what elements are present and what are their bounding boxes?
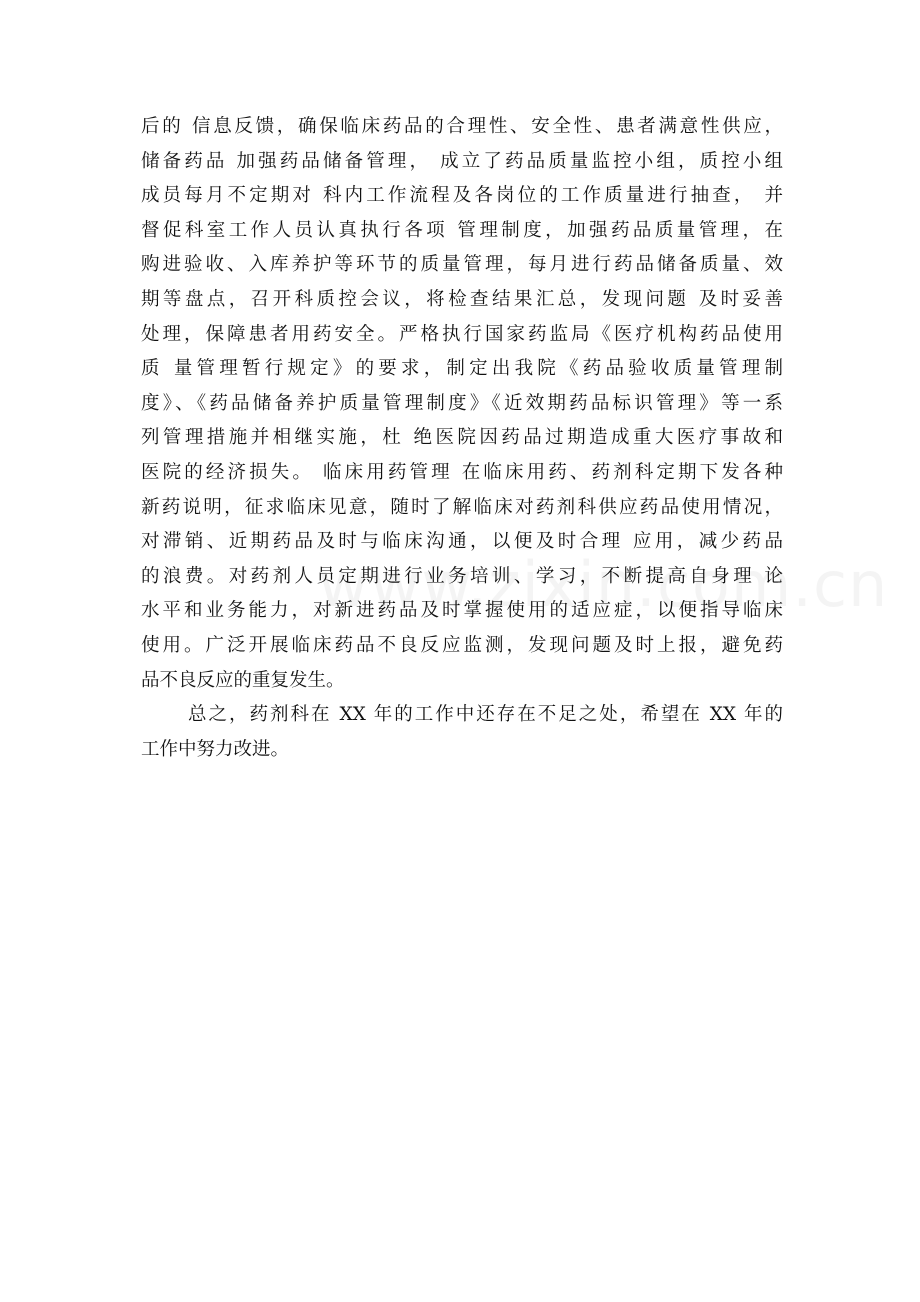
text-line: 对滞销、近期药品及时与临床沟通，以便及时合理 应用，减少药品 — [141, 531, 783, 553]
text-line: 医院的经济损失。 临床用药管理 在临床用药、药剂科定期下发各种 — [141, 461, 783, 483]
text-line: 储备药品 加强药品储备管理， 成立了药品质量监控小组，质控小组 — [141, 150, 783, 172]
text-line: 列管理措施并相继实施，杜 绝医院因药品过期造成重大医疗事故和 — [141, 427, 783, 449]
text-line: 购进验收、入库养护等环节的质量管理，每月进行药品储备质量、效 — [141, 254, 783, 276]
text-line: 的浪费。对药剂人员定期进行业务培训、学习，不断提高自身理 论 — [141, 565, 783, 587]
text-line: 成员每月不定期对 科内工作流程及各岗位的工作质量进行抽查， 并 — [141, 185, 783, 207]
text-line: 后的 信息反馈，确保临床药品的合理性、安全性、患者满意性供应， — [141, 116, 783, 137]
body-text — [141, 110, 783, 767]
text-line: 督促科室工作人员认真执行各项 管理制度，加强药品质量管理，在 — [141, 219, 783, 241]
text-line: 使用。广泛开展临床药品不良反应监测，发现问题及时上报，避免药 — [141, 634, 783, 656]
text-line: 水平和业务能力，对新进药品及时掌握使用的适应症，以便指导临床 — [141, 600, 783, 622]
text-line: 质 量管理暂行规定》的要求，制定出我院《药品验收质量管理制 — [141, 358, 783, 380]
paragraph-first-line: 总之，药剂科在 XX 年的工作中还存在不足之处，希望在 XX 年的 — [188, 704, 783, 726]
text-line: 工作中努力改进。 — [141, 738, 290, 760]
text-line: 新药说明，征求临床见意，随时了解临床对药剂科供应药品使用情况， — [141, 496, 783, 518]
text-line: 处理，保障患者用药安全。严格执行国家药监局《医疗机构药品使用 — [141, 323, 783, 345]
text-line: 度》、《药品储备养护质量管理制度》《近效期药品标识管理》等一系 — [141, 392, 783, 414]
text-line: 品不良反应的重复发生。 — [141, 669, 345, 691]
text-line: 期等盘点，召开科质控会议，将检查结果汇总，发现问题 及时妥善 — [141, 288, 783, 310]
